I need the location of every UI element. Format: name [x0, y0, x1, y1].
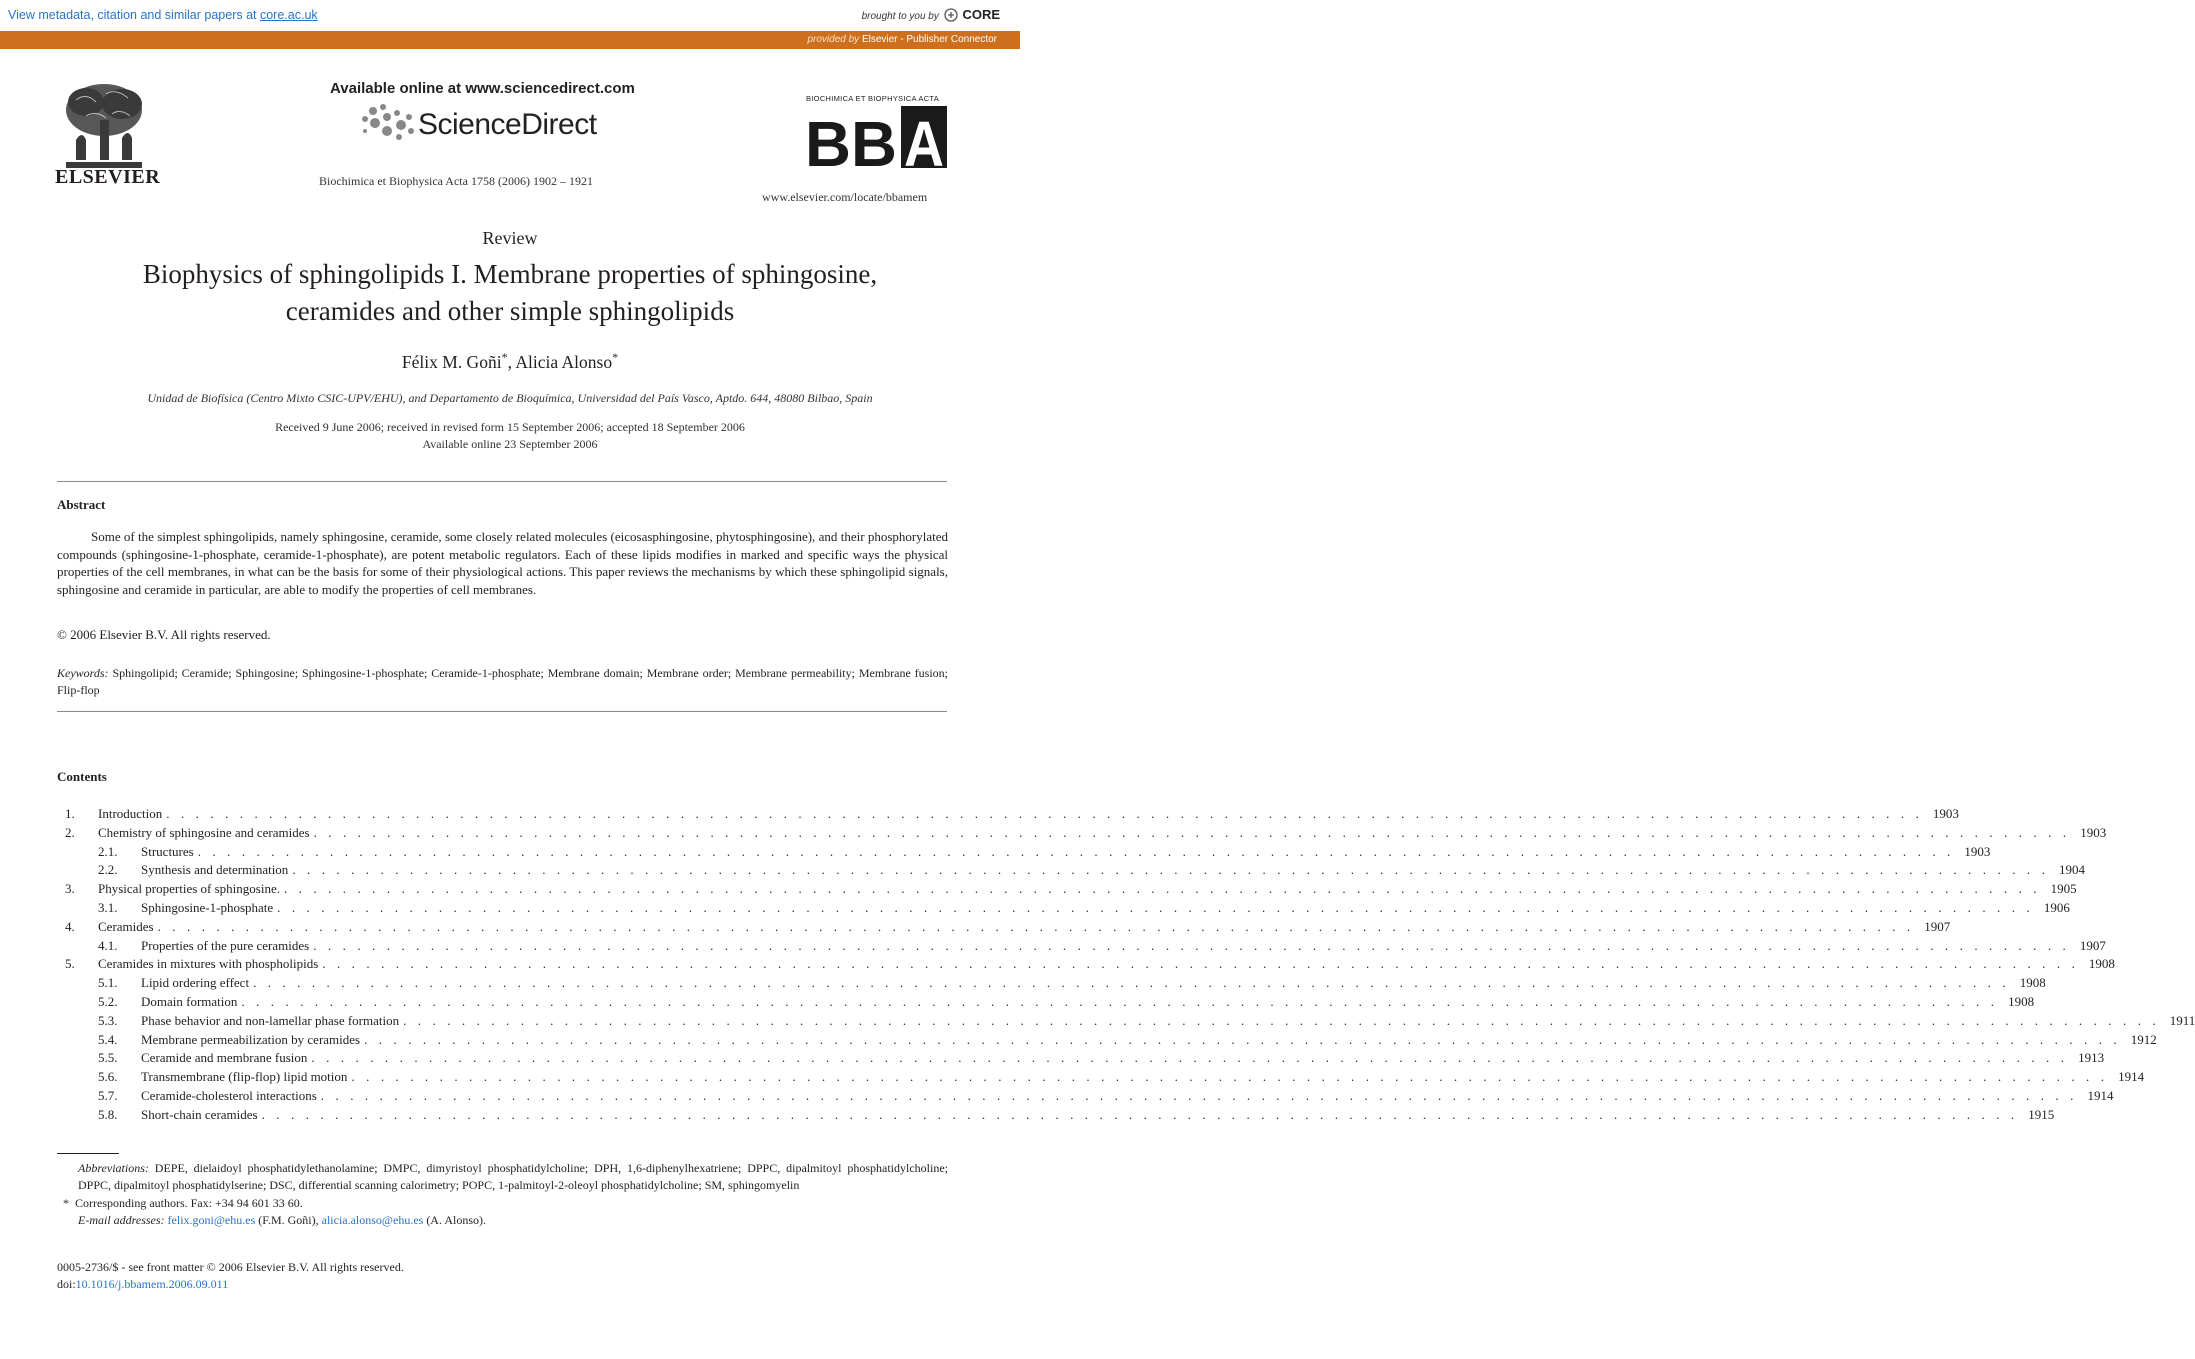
divider-bottom	[57, 711, 947, 712]
journal-url[interactable]: www.elsevier.com/locate/bbamem	[762, 190, 928, 204]
toc-entry-page: 1908	[2088, 956, 2115, 972]
toc-entry[interactable]	[57, 955, 2115, 974]
metadata-notice	[8, 8, 318, 22]
toc-entry-number: 5.7.	[98, 1087, 118, 1103]
toc-entry-leader	[141, 993, 2035, 1012]
toc-entry[interactable]	[57, 1012, 2195, 1031]
core-label: CORE	[962, 7, 1000, 22]
author-1: Félix M. Goñi	[401, 351, 502, 372]
toc-entry-number: 2.2.	[98, 862, 118, 878]
toc-dot-leader: . . . . . . . . . . . . . . . . . . . . . . . . . . . . . . . . . . . . . . . . . . . . . . . . . . . . . . . . . . . . . . . . . . . . . . . . . . . . . . . . . . . . . . . . . . . . . . . . . . . . . . . . . . . . . . . . . . . . . . . .	[313, 937, 2070, 953]
corresponding-text: Corresponding authors. Fax: +34 94 601 33 60.	[75, 1195, 303, 1210]
email-link-2[interactable]: alicia.alonso@ehu.es	[321, 1212, 424, 1227]
affiliation: Unidad de Biofísica (Centro Mixto CSIC-UPV/EHU), and Departamento de Bioquímica, Universidad del País Vasco, Aptdo. 644, 48080 Bilbao, Spain	[147, 391, 873, 405]
keywords-list: Sphingolipid; Ceramide; Sphingosine; Sphingosine-1-phosphate; Ceramide-1-phosphate; Membrane domain; Membrane order; Membrane permeability; Membrane fusion; Flip-flop	[57, 666, 949, 697]
toc-entry[interactable]	[57, 899, 2070, 918]
elsevier-tree-logo	[56, 80, 152, 172]
svg-text:A: A	[904, 108, 944, 180]
provided-prefix: provided by	[807, 34, 860, 45]
toc-entry[interactable]	[57, 974, 2046, 993]
author-list: Félix M. Goñi*, Alicia Alonso*	[401, 350, 619, 372]
toc-entry-number: 5.8.	[98, 1106, 118, 1122]
toc-dot-leader: . . . . . . . . . . . . . . . . . . . . . . . . . . . . . . . . . . . . . . . . . . . . . . . . . . . . . . . . . . . . . . . . . . . . . . . . . . . . . . . . . . . . . . . . . . . . . . . . . . . . . . . . . . . . . . . . . . . . . . . .	[403, 1012, 2160, 1028]
toc-entry-leader	[98, 805, 1959, 824]
toc-entry-number: 5.5.	[98, 1050, 118, 1066]
email-owner-1: (F.M. Goñi),	[258, 1212, 319, 1227]
corresponding-note	[57, 1195, 948, 1212]
abbreviations-note	[57, 1160, 948, 1195]
elsevier-wordmark: ELSEVIER	[55, 166, 161, 188]
available-online-text: Available online at www.sciencedirect.com	[330, 80, 635, 97]
toc-dot-leader: . . . . . . . . . . . . . . . . . . . . . . . . . . . . . . . . . . . . . . . . . . . . . . . . . . . . . . . . . . . . . . . . . . . . . . . . . . . . . . . . . . . . . . . . . . . . . . . . . . . . . . . . . . . . . . . . . . . . . . . .	[313, 824, 2071, 840]
toc-entry-leader	[98, 955, 2115, 974]
toc-entry-leader	[141, 1049, 2105, 1068]
toc-dot-leader: . . . . . . . . . . . . . . . . . . . . . . . . . . . . . . . . . . . . . . . . . . . . . . . . . . . . . . . . . . . . . . . . . . . . . . . . . . . . . . . . . . . . . . . . . . . . . . . . . . . . . . . . . . . . . . . . . . . . . . . .	[157, 918, 1915, 934]
toc-entry-title[interactable]: Physical properties of sphingosine.	[98, 881, 280, 897]
toc-entry-number: 5.6.	[98, 1069, 118, 1085]
svg-text:BB: BB	[805, 108, 897, 180]
toc-dot-leader: . . . . . . . . . . . . . . . . . . . . . . . . . . . . . . . . . . . . . . . . . . . . . . . . . . . . . . . . . . . . . . . . . . . . . . . . . . . . . . . . . . . . . . . . . . . . . . . . . . . . . . . . . . . . . . . . . . . . . . . .	[292, 862, 2049, 878]
toc-entry-number: 5.1.	[98, 975, 118, 991]
toc-entry-page: 1903	[1964, 843, 1991, 859]
toc-entry-page: 1913	[2078, 1050, 2105, 1066]
toc-entry-leader	[141, 974, 2046, 993]
sciencedirect-logo: ScienceDirect	[418, 108, 597, 141]
copyright-line: © 2006 Elsevier B.V. All rights reserved.	[57, 627, 271, 642]
contents-heading: Contents	[57, 769, 107, 784]
core-logo-icon	[944, 8, 958, 22]
toc-entry[interactable]	[57, 918, 1951, 937]
toc-entry[interactable]	[57, 993, 2035, 1012]
toc-entry-page: 1905	[2050, 881, 2077, 897]
toc-entry-number: 5.2.	[98, 993, 118, 1009]
sciencedirect-dots-icon	[357, 101, 417, 143]
toc-entry-page: 1914	[2087, 1087, 2114, 1103]
toc-entry-page: 1906	[2043, 899, 2070, 915]
abbreviations-label: Abbreviations:	[78, 1161, 149, 1175]
toc-entry[interactable]	[57, 861, 2085, 880]
bba-journal-title: BIOCHIMICA ET BIOPHYSICA ACTA	[806, 94, 940, 103]
toc-entry-title[interactable]: Synthesis and determination	[141, 862, 289, 878]
received-dates: Received 9 June 2006; received in revised form 15 September 2006; accepted 18 September 2006	[275, 420, 745, 434]
toc-entry-leader	[98, 824, 2107, 843]
toc-entry-number: 4.	[65, 918, 75, 934]
toc-entry-title[interactable]: Membrane permeabilization by ceramides	[141, 1031, 361, 1047]
toc-entry-page: 1911	[2169, 1012, 2195, 1028]
toc-dot-leader: . . . . . . . . . . . . . . . . . . . . . . . . . . . . . . . . . . . . . . . . . . . . . . . . . . . . . . . . . . . . . . . . . . . . . . . . . . . . . . . . . . . . . . . . . . . . . . . . . . . . . . . . . . . . . . . . . . . . . . . .	[241, 993, 1999, 1009]
title-line-2: ceramides and other simple sphingolipids	[285, 296, 735, 326]
toc-entry-title[interactable]: Ceramide and membrane fusion	[141, 1050, 308, 1066]
bba-logo	[805, 106, 947, 180]
toc-entry-page: 1904	[2058, 862, 2085, 878]
toc-entry-number: 5.	[65, 956, 75, 972]
toc-entry-leader	[98, 880, 2077, 899]
toc-entry-title[interactable]: Structures	[141, 843, 194, 859]
toc-entry[interactable]	[57, 880, 2077, 899]
toc-entry-title[interactable]: Short-chain ceramides	[141, 1106, 258, 1122]
toc-entry-leader	[141, 843, 1991, 862]
keywords	[57, 665, 948, 699]
toc-entry-number: 5.3.	[98, 1012, 118, 1028]
provider-name[interactable]: Elsevier - Publisher Connector	[861, 34, 997, 45]
toc-entry-leader	[141, 1106, 2055, 1125]
doi-label: doi:	[57, 1277, 76, 1291]
corresponding-mark: *	[63, 1195, 69, 1210]
toc-dot-leader: . . . . . . . . . . . . . . . . . . . . . . . . . . . . . . . . . . . . . . . . . . . . . . . . . . . . . . . . . . . . . . . . . . . . . . . . . . . . . . . . . . . . . . . . . . . . . . . . . . . . . . . . . . . . . . . . . . . . . . . .	[253, 975, 2010, 991]
table-of-contents	[57, 805, 2195, 1125]
toc-entry-title[interactable]: Introduction	[98, 806, 163, 821]
abstract-heading: Abstract	[57, 497, 106, 512]
abstract-body: Some of the simplest sphingolipids, namely sphingosine, ceramide, some closely related molecules (eicosasphingosine, phytosphingosine), and their phosphorylated compounds (sphingosine-1-phosphate, ceramide-1-phosphate), are potent metabolic regulators. Each of these lipids modifies in marked and specific ways the physical properties of the cell membranes, in what can be the basis for some of their physiological actions. This paper reviews the mechanisms by which these sphingolipid signals, sphingosine and ceramide in particular, are able to modify the properties of cell membranes.	[57, 529, 948, 597]
toc-entry[interactable]	[57, 843, 1991, 862]
email-owner-2: (A. Alonso).	[426, 1212, 486, 1227]
toc-entry-title[interactable]: Sphingosine-1-phosphate	[141, 899, 274, 915]
toc-entry[interactable]	[57, 824, 2107, 843]
toc-entry-page: 1903	[2080, 824, 2107, 840]
toc-dot-leader: . . . . . . . . . . . . . . . . . . . . . . . . . . . . . . . . . . . . . . . . . . . . . . . . . . . . . . . . . . . . . . . . . . . . . . . . . . . . . . . . . . . . . . . . . . . . . . . . . . . . . . . . . . . . . . . . . . . . . . . .	[320, 1087, 2078, 1103]
toc-entry-page: 1915	[2028, 1106, 2055, 1122]
metadata-text: View metadata, citation and similar papers at	[8, 8, 260, 22]
toc-entry[interactable]	[57, 805, 1959, 824]
toc-entry-leader	[141, 861, 2085, 880]
core-banner	[0, 0, 1020, 31]
toc-dot-leader: . . . . . . . . . . . . . . . . . . . . . . . . . . . . . . . . . . . . . . . . . . . . . . . . . . . . . . . . . . . . . . . . . . . . . . . . . . . . . . . . . . . . . . . . . . . . . . . . . . . . . . . . . . . . . . . . . . . . . . . .	[166, 806, 1923, 821]
toc-entry-page: 1908	[2019, 975, 2046, 991]
toc-dot-leader: . . . . . . . . . . . . . . . . . . . . . . . . . . . . . . . . . . . . . . . . . . . . . . . . . . . . . . . . . . . . . . . . . . . . . . . . . . . . . . . . . . . . . . . . . . . . . . . . . . . . . . . . . . . . . . . . . . . . . . . .	[311, 1050, 2069, 1066]
toc-entry[interactable]	[57, 1049, 2105, 1068]
issn-block	[57, 1259, 404, 1293]
toc-entry-number: 3.1.	[98, 899, 118, 915]
toc-entry-title[interactable]: Ceramides	[98, 918, 154, 934]
doi-link[interactable]: 10.1016/j.bbamem.2006.09.011	[75, 1277, 229, 1291]
toc-entry-page: 1907	[1924, 918, 1951, 934]
toc-dot-leader: . . . . . . . . . . . . . . . . . . . . . . . . . . . . . . . . . . . . . . . . . . . . . . . . . . . . . . . . . . . . . . . . . . . . . . . . . . . . . . . . . . . . . . . . . . . . . . . . . . . . . . . . . . . . . . . . . . . . . . . .	[364, 1031, 2121, 1047]
toc-entry-number: 1.	[65, 806, 75, 821]
toc-entry-leader	[98, 918, 1951, 937]
toc-entry-title[interactable]: Lipid ordering effect	[141, 975, 250, 991]
doi-line	[57, 1276, 404, 1293]
author-1-mark[interactable]: *	[501, 350, 508, 364]
toc-entry[interactable]	[57, 1031, 2157, 1050]
toc-entry-title[interactable]: Transmembrane (flip-flop) lipid motion	[141, 1069, 348, 1085]
toc-entry-title[interactable]: Domain formation	[141, 993, 238, 1009]
toc-entry-page: 1912	[2130, 1031, 2157, 1047]
email-link-1[interactable]: felix.goni@ehu.es	[167, 1212, 256, 1227]
keywords-label: Keywords:	[57, 666, 109, 680]
toc-entry[interactable]	[57, 1068, 2145, 1087]
toc-entry-page: 1914	[2118, 1069, 2145, 1085]
toc-entry-number: 4.1.	[98, 937, 118, 953]
toc-entry-leader	[141, 1012, 2195, 1031]
toc-entry-leader	[141, 899, 2070, 918]
brought-text: brought to you by	[861, 11, 939, 22]
toc-entry-title[interactable]: Properties of the pure ceramides	[141, 937, 310, 953]
article-type: Review	[482, 228, 538, 248]
toc-entry[interactable]	[57, 937, 2106, 956]
toc-dot-leader: . . . . . . . . . . . . . . . . . . . . . . . . . . . . . . . . . . . . . . . . . . . . . . . . . . . . . . . . . . . . . . . . . . . . . . . . . . . . . . . . . . . . . . . . . . . . . . . . . . . . . . . . . . . . . . . . . . . . . . . .	[322, 956, 2079, 972]
toc-entry-title[interactable]: Ceramide-cholesterol interactions	[141, 1087, 317, 1103]
toc-entry[interactable]	[57, 1087, 2114, 1106]
available-online-date: Available online 23 September 2006	[422, 437, 598, 451]
issn-line: 0005-2736/$ - see front matter © 2006 Elsevier B.V. All rights reserved.	[57, 1260, 404, 1274]
footnote-rule	[57, 1153, 119, 1154]
toc-entry-page: 1907	[2079, 937, 2106, 953]
toc-entry-number: 2.1.	[98, 843, 118, 859]
email-label: E-mail addresses:	[78, 1212, 165, 1227]
toc-entry-leader	[141, 937, 2106, 956]
toc-dot-leader: . . . . . . . . . . . . . . . . . . . . . . . . . . . . . . . . . . . . . . . . . . . . . . . . . . . . . . . . . . . . . . . . . . . . . . . . . . . . . . . . . . . . . . . . . . . . . . . . . . . . . . . . . . . . . . . . . . . . . . . .	[351, 1069, 2109, 1085]
toc-dot-leader: . . . . . . . . . . . . . . . . . . . . . . . . . . . . . . . . . . . . . . . . . . . . . . . . . . . . . . . . . . . . . . . . . . . . . . . . . . . . . . . . . . . . . . . . . . . . . . . . . . . . . . . . . . . . . . . . . . . . . . . .	[277, 899, 2034, 915]
toc-entry-number: 2.	[65, 824, 75, 840]
toc-dot-leader: . . . . . . . . . . . . . . . . . . . . . . . . . . . . . . . . . . . . . . . . . . . . . . . . . . . . . . . . . . . . . . . . . . . . . . . . . . . . . . . . . . . . . . . . . . . . . . . . . . . . . . . . . . . . . . . . . . . . . . . .	[283, 881, 2041, 897]
journal-reference: Biochimica et Biophysica Acta 1758 (2006) 1902 – 1921	[319, 174, 593, 188]
article-dates	[0, 419, 1020, 453]
toc-entry-number: 3.	[65, 881, 75, 897]
toc-entry-title[interactable]: Phase behavior and non-lamellar phase formation	[141, 1012, 400, 1028]
title-line-1: Biophysics of sphingolipids I. Membrane properties of sphingosine,	[142, 259, 878, 289]
toc-entry-title[interactable]: Ceramides in mixtures with phospholipids	[98, 956, 319, 972]
core-link[interactable]: core.ac.uk	[259, 8, 318, 22]
toc-entry-page: 1903	[1932, 806, 1959, 821]
toc-dot-leader: . . . . . . . . . . . . . . . . . . . . . . . . . . . . . . . . . . . . . . . . . . . . . . . . . . . . . . . . . . . . . . . . . . . . . . . . . . . . . . . . . . . . . . . . . . . . . . . . . . . . . . . . . . . . . . . . . . . . . . . .	[197, 843, 1955, 859]
author-2-mark[interactable]: *	[612, 350, 619, 364]
toc-entry[interactable]	[57, 1106, 2055, 1125]
toc-entry-leader	[141, 1031, 2157, 1050]
article-title	[60, 256, 960, 330]
divider-top	[57, 481, 947, 482]
toc-entry-page: 1908	[2008, 993, 2035, 1009]
provider-bar	[0, 31, 1020, 49]
toc-entry-leader	[141, 1087, 2114, 1106]
toc-entry-number: 5.4.	[98, 1031, 118, 1047]
email-note	[57, 1212, 948, 1229]
footnotes	[57, 1160, 948, 1229]
brought-by[interactable]	[862, 7, 1000, 22]
abbreviations-text: DEPE, dielaidoyl phosphatidylethanolamine; DMPC, dimyristoyl phosphatidylcholine; DPH, 1,6-diphenylhexatriene; DPPC, dipalmitoyl phosphatidylcholine; DPPC, dipalmitoyl phosphatidylserine; DSC, differential scanning calorimetry; POPC, 1-palmitoyl-2-oleoyl phosphatidylcholine; SM, sphingomyelin	[78, 1161, 949, 1193]
toc-entry-title[interactable]: Chemistry of sphingosine and ceramides	[98, 824, 310, 840]
toc-dot-leader: . . . . . . . . . . . . . . . . . . . . . . . . . . . . . . . . . . . . . . . . . . . . . . . . . . . . . . . . . . . . . . . . . . . . . . . . . . . . . . . . . . . . . . . . . . . . . . . . . . . . . . . . . . . . . . . . . . . . . . . .	[261, 1106, 2019, 1122]
toc-entry-leader	[141, 1068, 2145, 1087]
author-2: Alicia Alonso	[515, 351, 613, 372]
